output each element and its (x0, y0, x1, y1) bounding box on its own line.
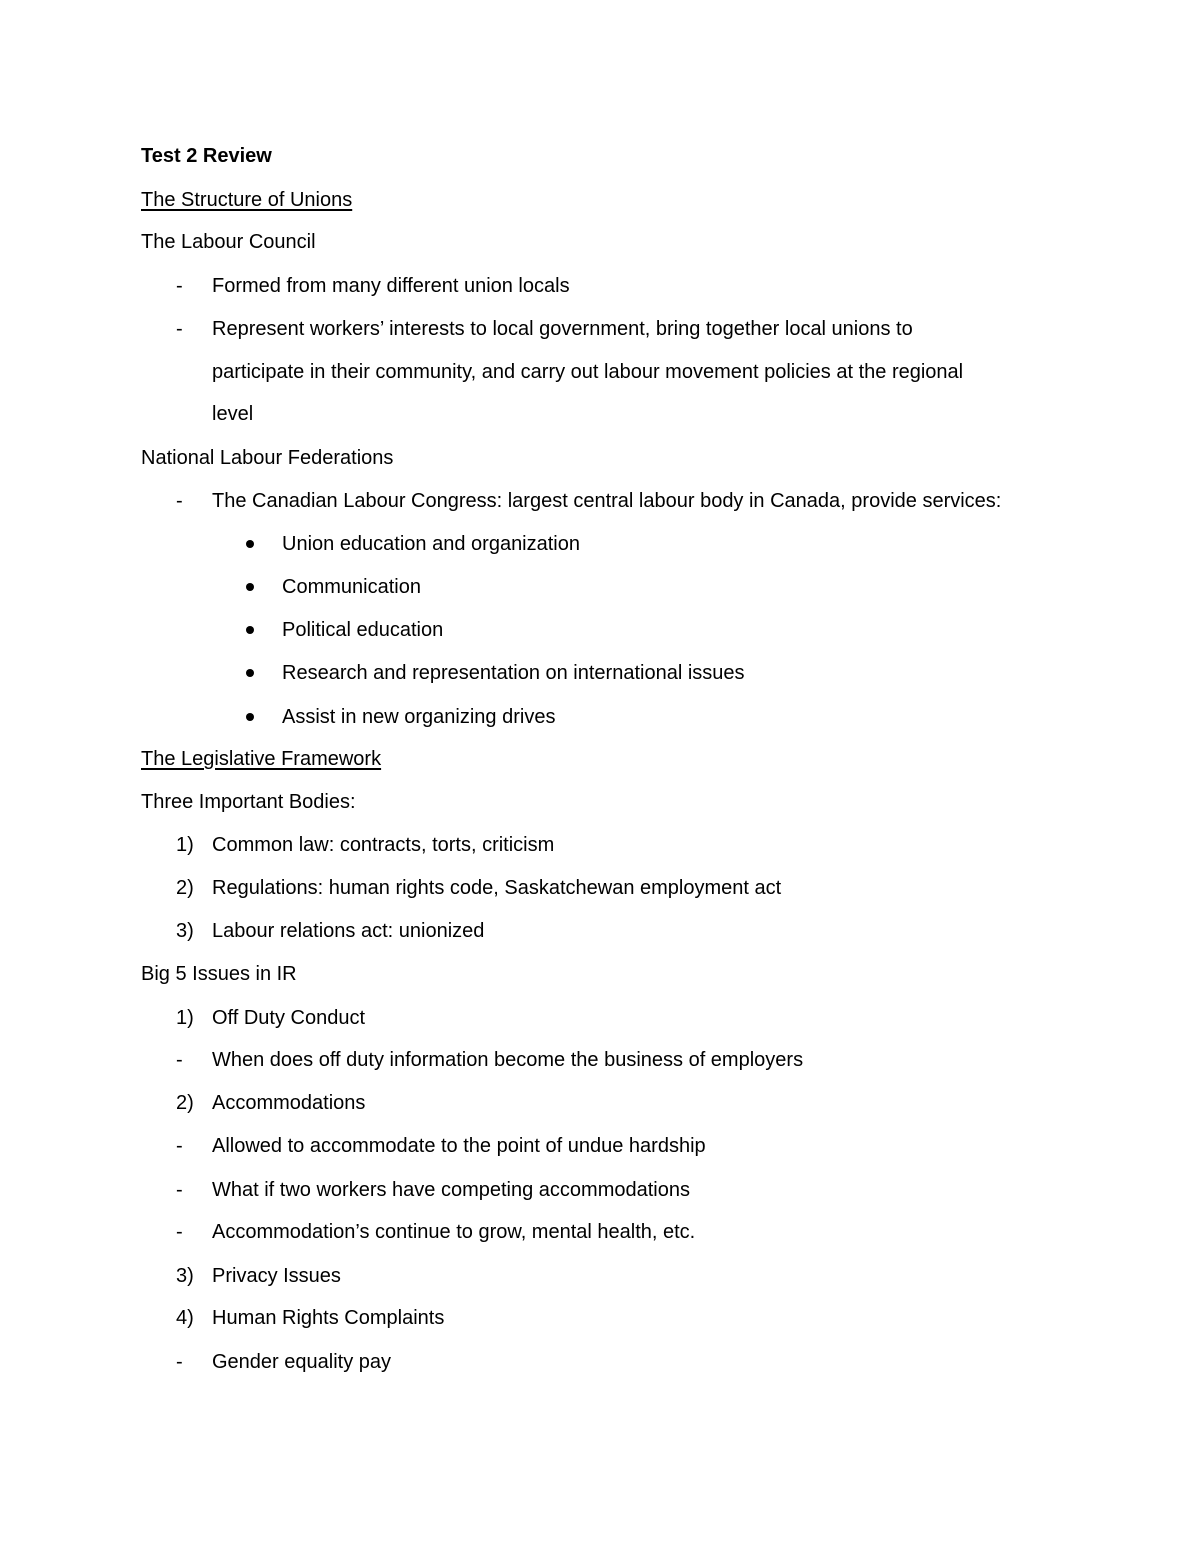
service-item: Communication (282, 576, 421, 598)
number-marker: 3) (176, 920, 194, 942)
issue-item: Off Duty Conduct (212, 1007, 366, 1029)
list-marker: - (176, 1351, 183, 1373)
document-title: Test 2 Review (141, 145, 272, 167)
numbered-item: Common law: contracts, torts, criticism (212, 834, 555, 856)
issue-item: Privacy Issues (212, 1265, 341, 1287)
list-item: The Canadian Labour Congress: largest central labour body in Canada, provide services: (212, 490, 1002, 512)
list-marker: - (176, 1221, 183, 1243)
section-heading-legislative: The Legislative Framework (141, 748, 382, 770)
service-item: Union education and organization (282, 533, 580, 555)
list-item-continuation: level (212, 403, 254, 425)
list-marker: - (176, 1135, 183, 1157)
issue-item: Accommodations (212, 1092, 366, 1114)
subheading-bodies: Three Important Bodies: (141, 791, 356, 813)
bullet-icon (246, 669, 254, 677)
issue-item: Allowed to accommodate to the point of undue hardship (212, 1135, 706, 1157)
list-marker: 3) (176, 1265, 194, 1287)
subheading-big5: Big 5 Issues in IR (141, 963, 297, 985)
service-item: Assist in new organizing drives (282, 706, 556, 728)
dash-marker: - (176, 275, 183, 297)
number-marker: 1) (176, 834, 194, 856)
issue-item: When does off duty information become the business of employers (212, 1049, 804, 1071)
issue-item: What if two workers have competing accommodations (212, 1179, 690, 1201)
service-item: Research and representation on international issues (282, 662, 745, 684)
list-item: Formed from many different union locals (212, 275, 570, 297)
list-item: Represent workers’ interests to local government, bring together local unions to (212, 318, 913, 340)
numbered-item: Regulations: human rights code, Saskatchewan employment act (212, 877, 782, 899)
subheading-national-federations: National Labour Federations (141, 447, 394, 469)
list-marker: 2) (176, 1092, 194, 1114)
dash-marker: - (176, 318, 183, 340)
subheading-labour-council: The Labour Council (141, 231, 316, 253)
dash-marker: - (176, 490, 183, 512)
bullet-icon (246, 713, 254, 721)
list-marker: 1) (176, 1007, 194, 1029)
bullet-icon (246, 626, 254, 634)
list-marker: 4) (176, 1307, 194, 1329)
section-heading-structure: The Structure of Unions (141, 189, 353, 211)
list-marker: - (176, 1179, 183, 1201)
issue-item: Gender equality pay (212, 1351, 392, 1373)
list-item-continuation: participate in their community, and carry out labour movement policies at the regional (212, 361, 964, 383)
service-item: Political education (282, 619, 444, 641)
list-marker: - (176, 1049, 183, 1071)
number-marker: 2) (176, 877, 194, 899)
issue-item: Human Rights Complaints (212, 1307, 445, 1329)
bullet-icon (246, 583, 254, 591)
issue-item: Accommodation’s continue to grow, mental health, etc. (212, 1221, 696, 1243)
bullet-icon (246, 540, 254, 548)
numbered-item: Labour relations act: unionized (212, 920, 485, 942)
